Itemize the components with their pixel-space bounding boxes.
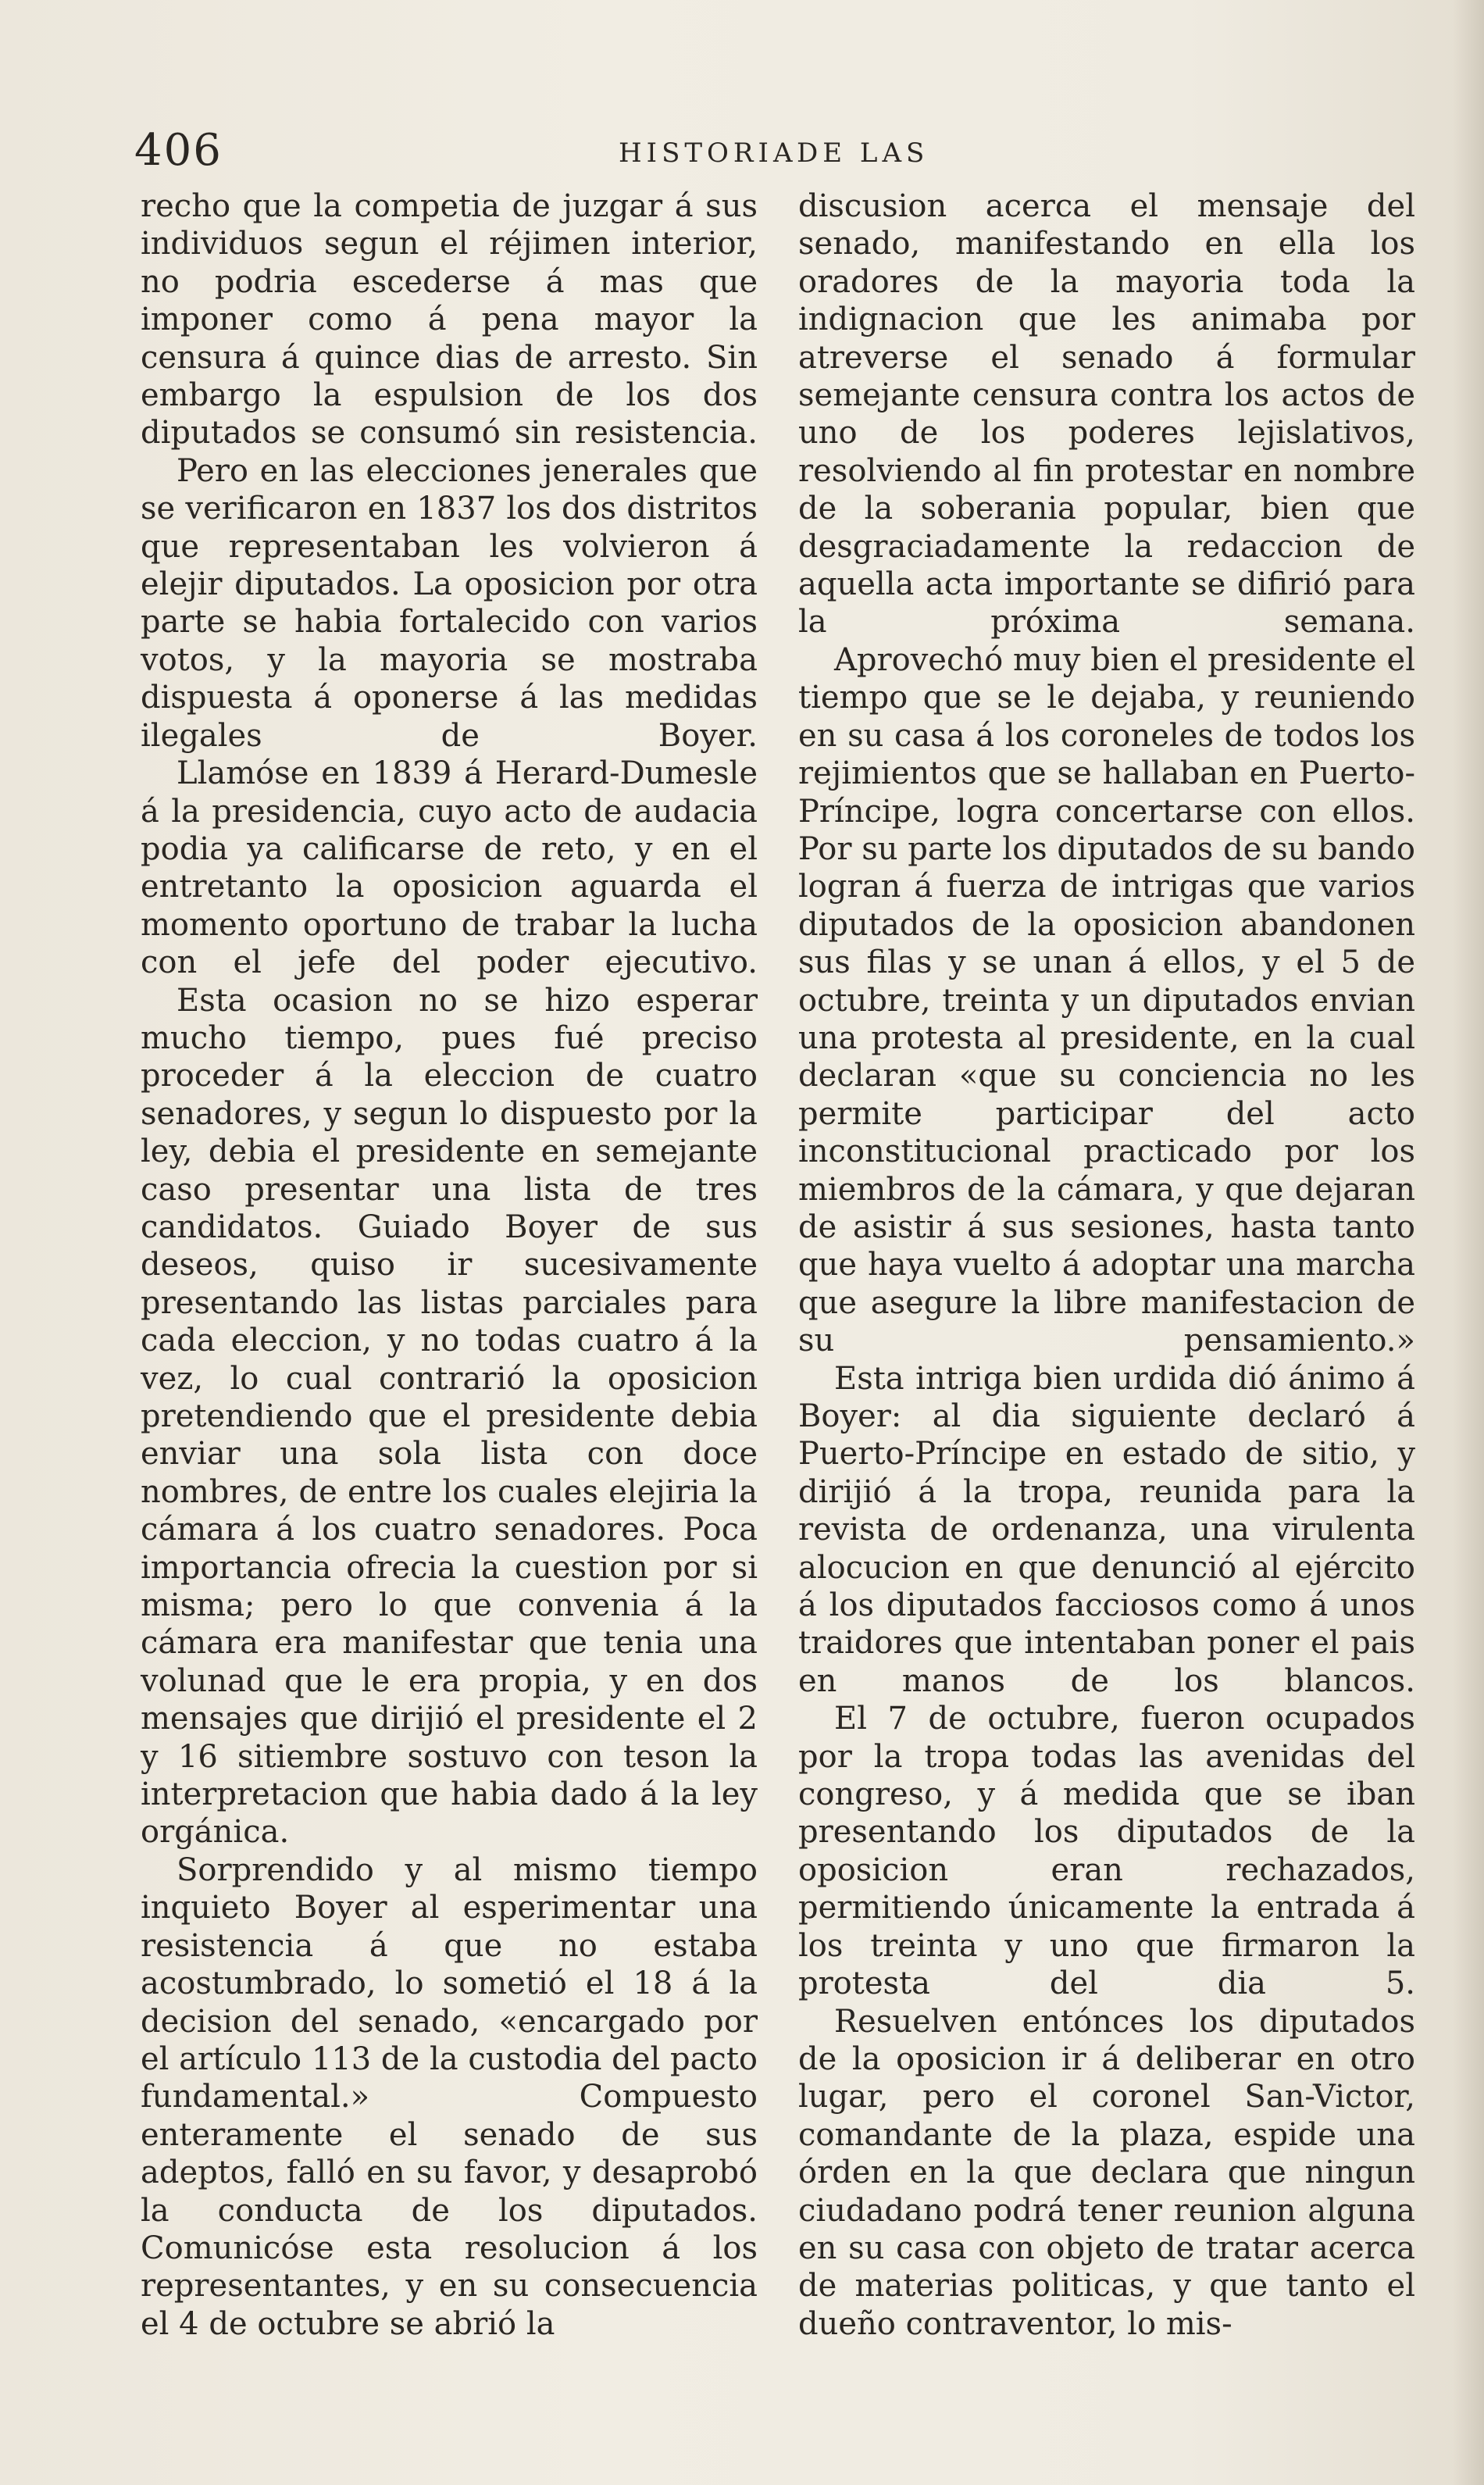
- running-head-title: HISTORIA: [619, 137, 797, 169]
- paragraph: Llamóse en 1839 á Herard-Dumesle á la presidencia, cuyo acto de audacia podia ya calificarse de reto, y en el entretanto la oposicion aguarda el momento oportuno de trabar la lucha con el jefe del poder ejecutivo.: [141, 755, 758, 981]
- paragraph: El 7 de octubre, fueron ocupados por la tropa todas las avenidas del congreso, y á medida que se iban presentando los diputados de la oposicion eran rechazados, permitiendo únicamente la entrada á los treinta y uno que firmaron la protesta del dia 5.: [798, 1701, 1415, 2002]
- paragraph: Resuelven entónces los diputados de la oposicion ir á deliberar en otro lugar, pero el coronel San-Victor, comandante de la plaza, espide una órden en la que declara que ningun ciudadano podrá tener reunion alguna en su casa con objeto de tratar acerca de materias politicas, y que tanto el dueño contraventor, lo mis-: [798, 2003, 1415, 2342]
- paragraph: Esta intriga bien urdida dió ánimo á Boyer: al dia siguiente declaró á Puerto-Príncipe en estado de sitio, y dirijió á la tropa, reunida para la revista de ordenanza, una virulenta alocucion en que denunció al ejército á los diputados facciosos como á unos traidores que intentaban poner el pais en manos de los blancos.: [798, 1360, 1415, 1699]
- paragraph: Esta ocasion no se hizo esperar mucho tiempo, pues fué preciso proceder á la eleccion de cuatro senadores, y segun lo dispuesto por la ley, debia el presidente en semejante caso presentar una lista de tres candidatos. Guiado Boyer de sus deseos, quiso ir sucesivamente presentando las listas parciales para cada eleccion, y no todas cuatro á la vez, lo cual contrarió la oposicion pretendiendo que el presidente debia enviar una sola lista con doce nombres, de entre los cuales elejiria la cámara á los cuatro senadores. Poca importancia ofrecia la cuestion por si misma; pero lo que convenia á la cámara era manifestar que tenia una volunad que le era propia, y en dos mensajes que dirijió el presidente el 2 y 16 sitiembre sostuvo con teson la interpretacion que habia dado á la ley orgánica.: [141, 982, 758, 1851]
- right-text-column: [798, 187, 1415, 2343]
- paragraph: Sorprendido y al mismo tiempo inquieto Boyer al esperimentar una resistencia á que no estaba acostumbrado, lo sometió el 18 á la decision del senado, «encargado por el artículo 113 de la custodia del pacto fundamental.» Compuesto enteramente el senado de sus adeptos, falló en su favor, y desaprobó la conducta de los diputados. Comunicóse esta resolucion á los representantes, y en su consecuencia el 4 de octubre se abrió la: [141, 1851, 758, 2342]
- paragraph: discusion acerca el mensaje del senado, manifestando en ella los oradores de la mayoria toda la indignacion que les animaba por atreverse el senado á formular semejante censura contra los actos de uno de los poderes lejislativos, resolviendo al fin protestar en nombre de la soberania popular, bien que desgraciadamente la redaccion de aquella acta importante se difirió para la próxima semana.: [798, 188, 1415, 641]
- paragraph: Pero en las elecciones jenerales que se verificaron en 1837 los dos distritos que representaban les volvieron á elejir diputados. La oposicion por otra parte se habia fortalecido con varios votos, y la mayoria se mostraba dispuesta á oponerse á las medidas ilegales de Boyer.: [141, 452, 758, 754]
- page-header: [134, 125, 1423, 180]
- paragraph: Aprovechó muy bien el presidente el tiempo que se le dejaba, y reuniendo en su casa á los coroneles de todos los rejimientos que se hallaban en Puerto-Príncipe, logra concertarse con ellos. Por su parte los diputados de su bando logran á fuerza de intrigas que varios diputados de la oposicion abandonen sus filas y se unan á ellos, y el 5 de octubre, treinta y un diputados envian una protesta al presidente, en la cual declaran «que su conciencia no les permite participar del acto inconstitucional practicado por los miembros de la cámara, y que dejaran de asistir á sus sesiones, hasta tanto que haya vuelto á adoptar una marcha que asegure la libre manifestacion de su pensamiento.»: [798, 641, 1415, 1359]
- paragraph: recho que la competia de juzgar á sus individuos segun el réjimen interior, no podria escederse á mas que imponer como á pena mayor la censura á quince dias de arresto. Sin embargo la espulsion de los dos diputados se consumó sin resistencia.: [141, 188, 758, 452]
- page-number: 406: [134, 125, 223, 176]
- left-text-column: [141, 187, 758, 2343]
- running-head-title-cont: DE LAS: [797, 137, 929, 169]
